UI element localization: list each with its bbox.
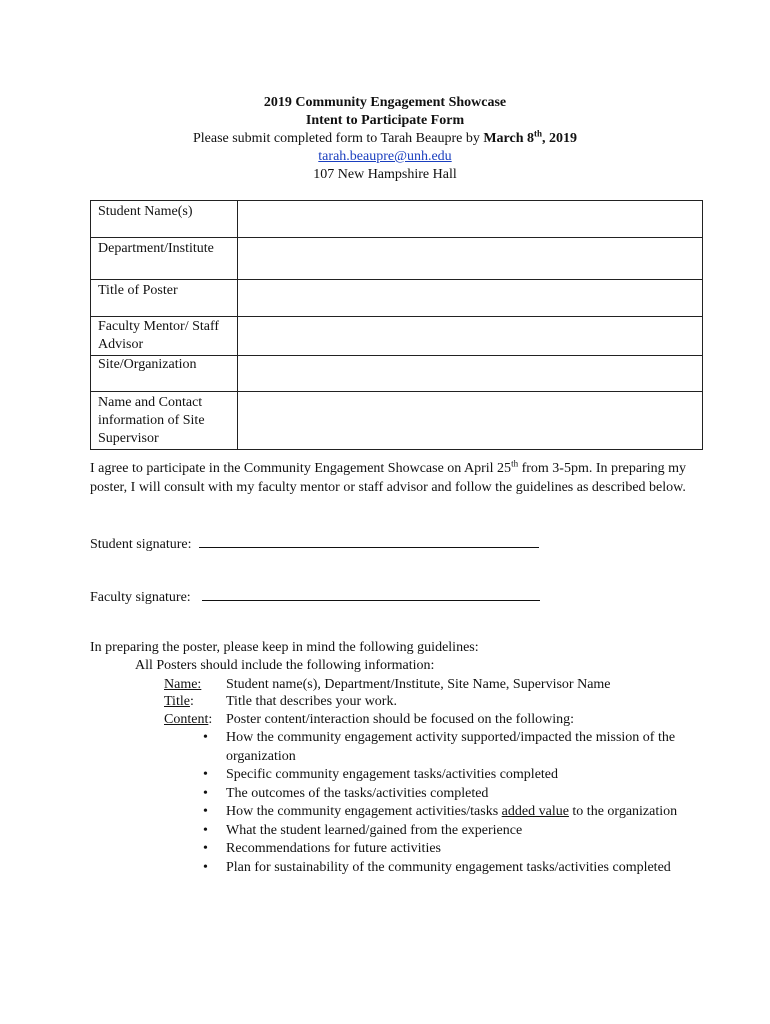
submit-instruction xyxy=(0,130,770,148)
bullet-text: How the community engagement activities/tasks xyxy=(226,804,502,819)
bullet-icon: • xyxy=(203,822,208,838)
agreement-text-1: I agree to participate in the Community Engagement Showcase on April 25 xyxy=(90,461,512,476)
content-description: Poster content/interaction should be focused on the following: xyxy=(226,712,574,727)
name-description: Student name(s), Department/Institute, Site Name, Supervisor Name xyxy=(226,677,611,692)
email-line xyxy=(0,148,770,166)
list-item xyxy=(200,729,680,766)
agreement-text-2: from 3-5pm. In preparing my poster, I will consult with my faculty mentor or staff advisor and follow the guidelines as described below. xyxy=(90,461,687,495)
form-label: Department/Institute xyxy=(91,238,238,280)
list-item xyxy=(200,840,680,859)
agreement-sup: th xyxy=(511,458,519,469)
deadline-year: , 2019 xyxy=(542,131,578,146)
form-subtitle: Intent to Participate Form xyxy=(305,113,465,128)
bullet-icon: • xyxy=(203,804,208,819)
title-key xyxy=(164,693,194,712)
form-label: Faculty Mentor/ Staff Advisor xyxy=(91,317,238,356)
form-label: Site/Organization xyxy=(91,356,238,392)
form-label: Student Name(s) xyxy=(91,201,238,238)
bullet-text: How the community engagement activity supported/impacted the mission of the organization xyxy=(226,730,676,764)
site-supervisor-field[interactable] xyxy=(238,392,703,450)
form-row-student-name xyxy=(91,201,703,238)
bullet-text: Recommendations for future activities xyxy=(226,841,441,856)
faculty-signature-line[interactable] xyxy=(202,586,540,601)
form-row-site-organization xyxy=(91,356,703,392)
faculty-mentor-field[interactable] xyxy=(238,317,703,356)
department-field[interactable] xyxy=(238,238,703,280)
form-title: 2019 Community Engagement Showcase xyxy=(263,95,507,110)
all-posters-heading: All Posters should include the following information: xyxy=(135,658,435,673)
bullet-icon: • xyxy=(203,859,208,875)
content-bullet-list xyxy=(200,729,680,877)
list-item xyxy=(200,803,680,822)
deadline-date xyxy=(483,128,578,146)
form-row-poster-title xyxy=(91,280,703,317)
student-name-field[interactable] xyxy=(238,201,703,238)
student-signature-row xyxy=(90,533,690,555)
bullet-text: What the student learned/gained from the experience xyxy=(226,822,523,838)
bullet-text: The outcomes of the tasks/activities completed xyxy=(226,785,489,801)
student-signature-label: Student signature: xyxy=(90,537,192,552)
bullet-text: Specific community engagement tasks/activities completed xyxy=(226,767,559,782)
bullet-icon: • xyxy=(203,841,208,856)
list-item xyxy=(200,785,680,804)
form-row-site-supervisor xyxy=(91,392,703,450)
contact-email-link[interactable]: tarah.beaupre@unh.edu xyxy=(318,149,452,164)
bullet-icon: • xyxy=(203,730,208,745)
list-item xyxy=(200,822,680,841)
bullet-text: Plan for sustainability of the community engagement tasks/activities completed xyxy=(226,859,671,875)
poster-title-field[interactable] xyxy=(238,280,703,317)
deadline-month-day: March 8 xyxy=(483,131,535,146)
bullet-icon: • xyxy=(203,785,208,801)
agreement-statement xyxy=(90,460,690,497)
bullet-icon: • xyxy=(203,767,208,782)
contact-address: 107 New Hampshire Hall xyxy=(313,167,457,182)
form-label: Name and Contact information of Site Supervisor xyxy=(91,392,238,450)
faculty-signature-row xyxy=(90,586,690,608)
name-key-text: Name: xyxy=(164,677,202,692)
site-organization-field[interactable] xyxy=(238,356,703,392)
student-signature-line[interactable] xyxy=(199,533,539,548)
title-description: Title that describes your work. xyxy=(226,694,397,709)
content-key-colon: : xyxy=(208,712,213,727)
list-item xyxy=(200,859,680,878)
faculty-signature-label: Faculty signature: xyxy=(90,590,191,605)
name-key xyxy=(164,676,201,695)
deadline-sup: th xyxy=(534,128,543,139)
bullet-text-end: to the organization xyxy=(568,804,678,819)
added-value-emphasis: added value xyxy=(501,804,569,819)
intent-form-table xyxy=(90,200,703,450)
form-row-department xyxy=(91,238,703,280)
content-key-text: Content xyxy=(164,712,209,727)
guidelines-intro: In preparing the poster, please keep in mind the following guidelines: xyxy=(90,640,479,655)
title-key-text: Title xyxy=(164,694,190,709)
submit-prefix: Please submit completed form to Tarah Beaupre by xyxy=(192,131,484,146)
list-item xyxy=(200,766,680,785)
form-row-faculty-mentor xyxy=(91,317,703,356)
form-label: Title of Poster xyxy=(91,280,238,317)
content-key xyxy=(164,711,212,730)
title-key-colon: : xyxy=(189,694,194,709)
